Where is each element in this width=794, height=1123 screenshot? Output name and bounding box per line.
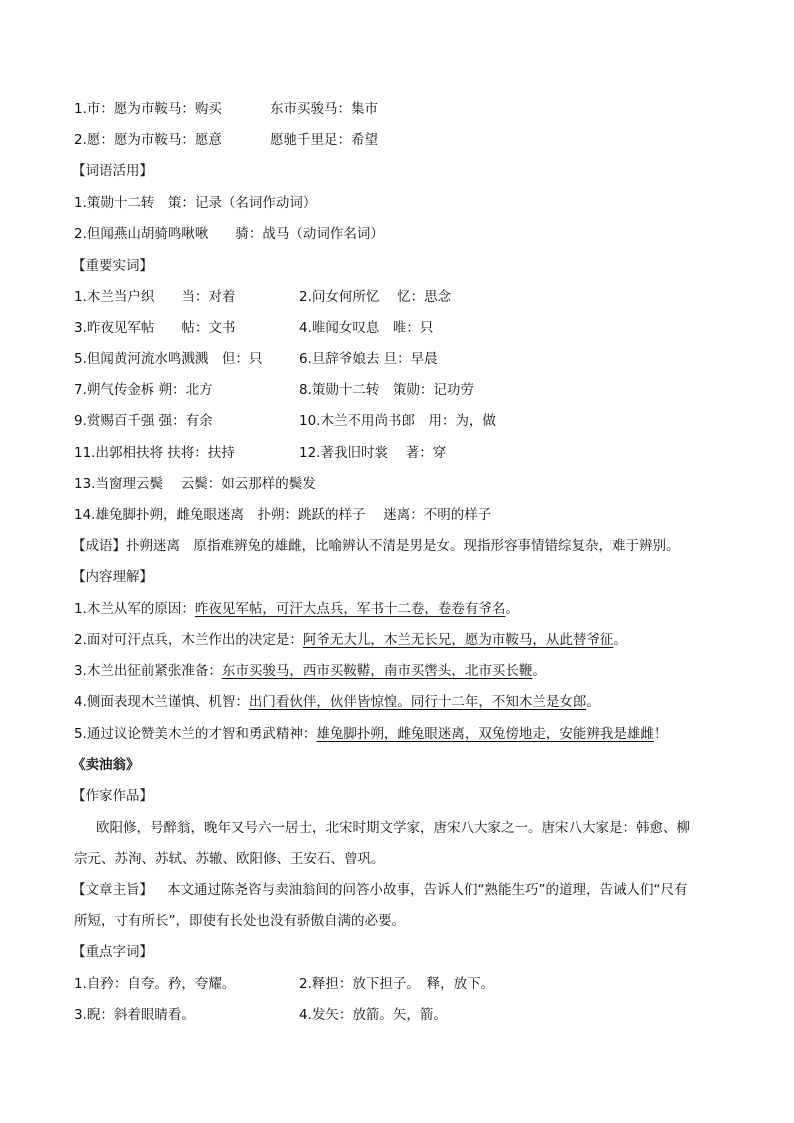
focus-right: 4.发矢：放箭。矢，箭。 [299,1007,447,1023]
content-item [74,634,627,648]
polysemy-row [74,132,378,148]
section-heading-content: 【内容理解】 [72,569,153,585]
key-word-left: 9.赏赐百千强 强：有余 [74,413,213,429]
key-word-left: 11.出郭相扶将 扶将：扶持 [74,445,235,461]
focus-left: 3.睨：斜着眼睛看。 [74,1007,195,1023]
author-text-line: 欧阳修，号醉翁，晚年又号六一居士，北宋时期文学家，唐宋八大家之一。唐宋八大家是：韩愈、柳 [96,820,690,836]
content-question: 2.面对可汗点兵，木兰作出的决定是： [74,632,303,648]
content-question: 4.侧面表现木兰谨慎、机智： [74,694,249,710]
key-word-right: 6.旦辞爷娘去 旦：早晨 [299,351,438,367]
content-question: 5.通过议论赞美木兰的才智和勇武精神： [74,726,317,742]
focus-row [74,1007,447,1023]
key-word-row [74,289,452,305]
key-word-row [74,382,474,398]
key-word-row [74,351,438,367]
content-suffix: 。 [613,632,627,648]
author-text-line: 宗元、苏洵、苏轼、苏辙、欧阳修、王安石、曾巩。 [74,851,385,867]
content-suffix: 。 [505,601,519,617]
section-heading-key-words: 【重要实词】 [72,258,153,274]
key-word-item: 13.当窗理云鬓 云鬓：如云那样的鬓发 [74,476,316,492]
polysemy-right: 愿驰千里足：希望 [270,132,378,148]
key-word-left: 5.但闻黄河流水鸣溅溅 但：只 [74,351,263,367]
polysemy-right: 东市买骏马：集市 [270,101,378,117]
content-answer: 东市买骏马，西市买鞍鞯，南市买辔头，北市买长鞭 [221,663,533,679]
key-word-left: 1.木兰当户织 当：对着 [74,289,236,305]
content-answer: 雄兔脚扑朔，雌兔眼迷离，双兔傍地走，安能辨我是雄雌 [316,726,654,742]
key-word-right: 4.唯闻女叹息 唯：只 [299,320,434,336]
content-item [74,665,546,679]
theme-line [72,884,687,898]
content-question: 1.木兰从军的原因： [74,601,195,617]
content-item [74,603,519,617]
key-word-right: 2.问女何所忆 忆：思念 [299,289,452,305]
key-word-row [74,445,447,461]
section-heading-author: 【作家作品】 [72,788,153,804]
focus-row [74,976,495,992]
section-heading-word-use: 【词语活用】 [72,163,153,179]
section-heading-focus: 【重点字词】 [72,944,153,960]
content-answer: 阿爷无大儿，木兰无长兄，愿为市鞍马，从此替爷征 [302,632,614,648]
theme-text: 本文通过陈尧咨与卖油翁间的问答小故事，告诉人们“熟能生巧”的道理，告诫人们“尺有 [167,882,688,898]
theme-text-line: 所短，寸有所长”，即使有长处也没有骄傲自满的必要。 [74,913,405,929]
content-item [74,728,667,742]
key-word-left: 3.昨夜见军帖 帖：文书 [74,320,236,336]
word-use-item: 2.但闻燕山胡骑鸣啾啾 骑：战马（动词作名词） [74,226,384,242]
key-word-item: 14.雄兔脚扑朔，雌兔眼迷离 扑朔：跳跃的样子 迷离：不明的样子 [74,507,492,523]
content-suffix: 。 [532,663,546,679]
idiom-text: 扑朔迷离 原指难辨兔的雄雌，比喻辨认不清是男是女。现指形容事情错综复杂，难于辨别。 [126,538,680,554]
content-question: 3.木兰出征前紧张准备： [74,663,222,679]
content-answer: 出门看伙伴，伙伴皆惊惶。同行十二年，不知木兰是女郎 [248,694,587,710]
lesson-title: 《卖油翁》 [72,757,140,773]
content-suffix: 。 [586,694,600,710]
content-answer: 昨夜见军帖，可汗大点兵，军书十二卷，卷卷有爷名 [194,601,506,617]
idiom-line [72,540,680,554]
key-word-right: 8.策勋十二转 策勋：记功劳 [299,382,474,398]
key-word-row [74,413,496,429]
focus-left: 1.自矜：自夸。矜，夸耀。 [74,976,236,992]
key-word-right: 10.木兰不用尚书郎 用：为，做 [299,413,496,429]
key-word-right: 12.著我旧时裳 著：穿 [299,445,447,461]
focus-right: 2.释担：放下担子。 释，放下。 [299,976,495,992]
content-suffix: ！ [653,726,668,742]
polysemy-left: 1.市：愿为市鞍马：购买 [74,101,222,117]
polysemy-left: 2.愿：愿为市鞍马：愿意 [74,132,222,148]
section-heading-theme: 【文章主旨】 [72,882,153,898]
content-item [74,696,600,710]
section-heading-idiom: 【成语】 [72,538,126,554]
polysemy-row [74,101,378,117]
word-use-item: 1.策勋十二转 策：记录（名词作动词） [74,195,317,211]
key-word-row [74,320,434,336]
key-word-left: 7.朔气传金柝 朔：北方 [74,382,213,398]
